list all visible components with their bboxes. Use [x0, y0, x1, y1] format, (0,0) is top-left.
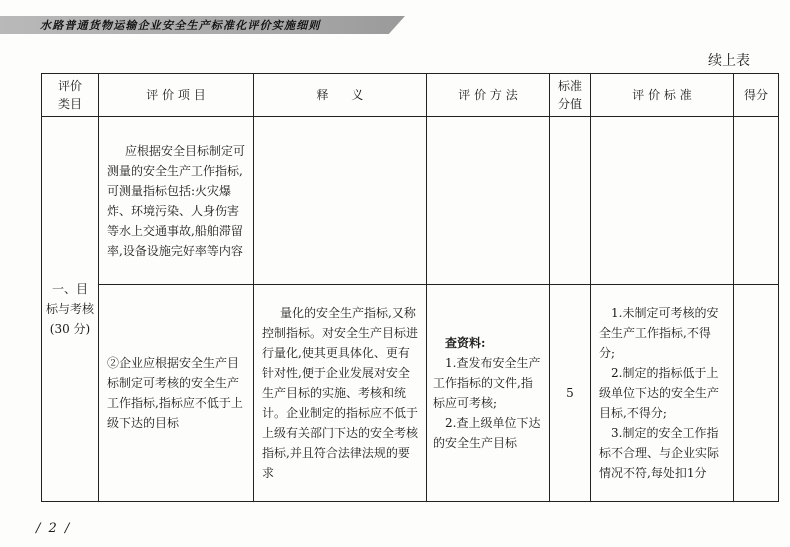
standard-item-1: 1.未制定可考核的安全生产工作指标,不得分;: [599, 306, 719, 360]
method-item-2: 2.查上级单位下达的安全生产目标: [433, 416, 541, 450]
header-result: 得分: [734, 74, 779, 117]
header-standard: 评 价 标 准: [591, 74, 734, 117]
row2-result: [734, 285, 779, 502]
row1-result: [734, 117, 779, 285]
header-category-line1: 评价: [57, 79, 82, 93]
header-category-line2: 类目: [57, 97, 82, 111]
category-line3: (30 分): [49, 322, 91, 336]
standard-item-3: 3.制定的安全工作指标不合理、与企业实际情况不符,每处扣1分: [599, 426, 720, 480]
table-header-row: [42, 74, 779, 117]
row1-score: [550, 117, 591, 285]
method-item-1: 1.查发布安全生产工作指标的文件,指标应可考核;: [433, 356, 541, 410]
row2-item: [99, 285, 254, 502]
header-item: 评 价 项 目: [99, 74, 254, 117]
header-score-line2: 分值: [557, 97, 582, 111]
category-line2: 标与考核: [45, 302, 94, 316]
standard-item-2: 2.制定的指标低于上级单位下达的安全生产目标,不得分;: [599, 366, 720, 420]
page-number: / 2 /: [36, 521, 72, 536]
row2-method: [427, 285, 550, 502]
running-header-title: 水路普通货物运输企业安全生产标准化评价实施细则: [40, 19, 321, 32]
row1-item: [99, 117, 254, 285]
table-row: [42, 117, 779, 285]
row1-standard: [591, 117, 734, 285]
header-category: [42, 74, 99, 117]
category-cell: [42, 117, 99, 502]
row2-item-text: ②企业应根据安全生产目标制定可考核的安全生产工作指标,指标应不低于上级下达的目标: [107, 356, 243, 430]
row1-definition: [254, 117, 427, 285]
row1-method: [427, 117, 550, 285]
row2-definition-text: 量化的安全生产指标,又称控制指标。对安全生产目标进行量化,使其更具体化、更有针对性,便于企业发展对安全生产目标的实施、考核和统计。企业制定的指标应不低于上级有关部门下达的安全考核指标,并且符合法律法规的要求: [262, 306, 419, 480]
row2-definition: [254, 285, 427, 502]
method-heading: 查资料:: [445, 336, 486, 350]
row2-score: 5: [550, 285, 591, 502]
category-line1: 一、目: [51, 282, 88, 296]
header-definition: 释 义: [254, 74, 427, 117]
table-row: [42, 285, 779, 502]
row2-standard: [591, 285, 734, 502]
row1-item-text: 应根据安全目标制定可测量的安全生产工作指标,可测量指标包括:火灾爆炸、环境污染、人身伤害等水上交通事故,船舶滞留率,设备设施完好率等内容: [107, 143, 246, 258]
continued-label: 续上表: [708, 53, 750, 69]
header-score: [550, 74, 591, 117]
header-score-line1: 标准: [557, 79, 582, 93]
evaluation-table: [41, 73, 779, 502]
header-method: 评 价 方 法: [427, 74, 550, 117]
